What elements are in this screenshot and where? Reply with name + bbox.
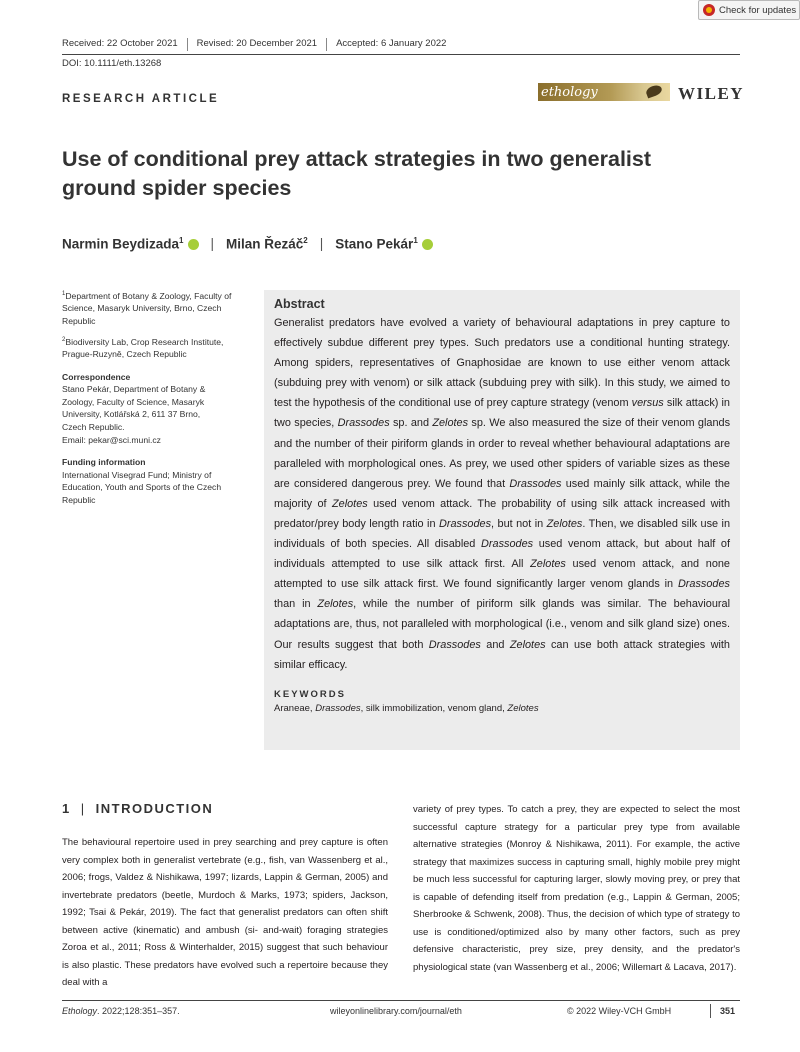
funding-text: International Visegrad Fund; Ministry of Education, Youth and Sports of the Czech Republic [62, 469, 222, 506]
section-separator: | [80, 801, 86, 816]
article-type: RESEARCH ARTICLE [62, 93, 220, 105]
header-rule [62, 54, 740, 55]
footer-rule [62, 1000, 740, 1001]
date-divider [187, 38, 188, 51]
correspondence-heading: Correspondence [62, 371, 131, 382]
author-name[interactable]: Milan Řezáč$^2$ [226, 236, 308, 252]
keywords-heading: KEYWORDS [274, 688, 346, 700]
intro-left-column: The behavioural repertoire used in prey searching and prey capture is often very complex both in generalist vertebrate (e.g., fish, van Wassenberg et al., 2006; frogs, Valdez & Nishikawa, 1997; lizards, Lappin & German, 2005) and invertebrate predators (beetle, Murdoch & Marks, 1973; spiders, Jackson, 1992; Tsai & Pekár, 2019). The fact that generalist predators can often shift between active (kinematic) and ambush (si- and-wait) foraging strategies Zoroa et al., 2011; Ross & Winterhalder, 2015) suggest that such behaviour is also plastic. These predators have evolved such a repertoire because they deal with a [62, 837, 388, 988]
check-for-updates-button[interactable] [698, 0, 800, 20]
affiliation: $^1$Department of Botany & Zoology, Faculty of Science, Masaryk University, Brno, Czech Republic [62, 290, 232, 327]
footer-copyright: © 2022 Wiley-VCH GmbH [567, 1006, 672, 1016]
author-separator: | [210, 236, 215, 252]
author-list [62, 236, 433, 252]
accepted-date: Accepted: 6 January 2022 [336, 38, 447, 49]
author-separator: | [319, 236, 324, 252]
publisher-logo: WILEY [678, 84, 745, 103]
correspondence-email[interactable]: Email: pekar@sci.muni.cz [62, 434, 161, 445]
footer-url[interactable]: wileyonlinelibrary.com/journal/eth [330, 1006, 462, 1016]
article-dates [62, 38, 446, 51]
update-badge-icon [703, 4, 715, 16]
section-heading-introduction [62, 801, 213, 816]
doi[interactable]: DOI: 10.1111/eth.13268 [62, 58, 162, 69]
bird-icon [645, 84, 663, 99]
abstract-box [264, 290, 740, 750]
intro-right-column: variety of prey types. To catch a prey, they are expected to select the most successful capture strategy for a particular prey type from available alternative strategies (Monroy & Nishikawa, 2011). For example, the active strategy that maximizes success in capturing small, highly mobile prey might be much less successful for capturing larger, slowly moving prey, or prey that is capable of defending itself from predation (e.g., Lappin & German, 2005; Sherbrooke & Schwenk, 2008). Thus, the decision of which type of strategy to use is conditioned/optimized also by many other factors, such as prey defensive characteristic, prey size, prey density, and the predator's physiological state (van Wassenberg et al., 2006; Willemart & Lacava, 2017). [413, 804, 740, 973]
section-number: 1 [62, 801, 71, 816]
section-title: INTRODUCTION [95, 801, 214, 816]
footer-divider [710, 1004, 711, 1018]
revised-date: Revised: 20 December 2021 [196, 38, 318, 49]
orcid-icon[interactable] [188, 239, 199, 250]
correspondence-text: Stano Pekár, Department of Botany & Zoology, Faculty of Science, Masaryk University, Kotlářská 2, 611 37 Brno, Czech Republic. Email: pekar@sci.muni.cz [62, 384, 206, 445]
author-name[interactable]: Stano Pekár$^1$ [335, 236, 418, 252]
author-name[interactable]: Narmin Beydizada$^1$ [62, 236, 184, 252]
funding-heading: Funding information [62, 457, 146, 468]
abstract-text: Generalist predators have evolved a variety of behavioural adaptations in prey capture to effectively subdue different prey types. Such predators use a conditional hunting strategy. Among spiders, representatives of Gnaphosidae are known to use either venom attack (subduing prey with venom) or silk attack (subduing prey with silk). In this study, we aimed to test the hypothesis of the conditional use of prey capture strategy (venom versus silk attack) in two species, Drassodes sp. and Zelotes sp. We also measured the size of their venom glands and the number of their piriform glands in order to reveal whether behavioural adaptations are paralleled with morphological ones. As prey, we used other spiders of variable sizes as these are considered dangerous prey. We found that Drassodes used mainly silk attack, while the majority of Zelotes used venom attack. The probability of using silk attack increased with predator/prey body length ratio in Drassodes, but not in Zelotes. Then, we disabled silk use in individuals of both species. All disabled Drassodes used venom attack, but about half of individuals attempted to use silk attack first. All Zelotes used venom attack, and none attempted to use silk attack first. We found significantly larger venom glands in Drassodes than in Zelotes, while the number of piriform silk glands was similar. The behavioural adaptations are, thus, not paralleled with morphological (i.e., venom and silk gland size) ones. Our results suggest that both Drassodes and Zelotes can use both attack strategies with similar efficacy. [274, 317, 731, 671]
journal-logo-text: ethology [541, 84, 598, 100]
check-updates-label: Check for updates [719, 4, 797, 16]
affiliations-column [62, 288, 252, 513]
page-number: 351 [720, 1006, 736, 1016]
keywords-list: Araneae, Drassodes, silk immobilization, venom gland, Zelotes [274, 702, 539, 714]
received-date: Received: 22 October 2021 [62, 38, 178, 49]
article-title: Use of conditional prey attack strategies in two generalist ground spider species [62, 147, 652, 200]
journal-logo [538, 83, 670, 101]
abstract-heading: Abstract [274, 297, 325, 311]
date-divider [326, 38, 327, 51]
affiliation: $^2$Biodiversity Lab, Crop Research Institute, Prague-Ruzyně, Czech Republic [62, 336, 224, 360]
footer-citation: Ethology. 2022;128:351–357. [62, 1006, 180, 1016]
orcid-icon[interactable] [422, 239, 433, 250]
